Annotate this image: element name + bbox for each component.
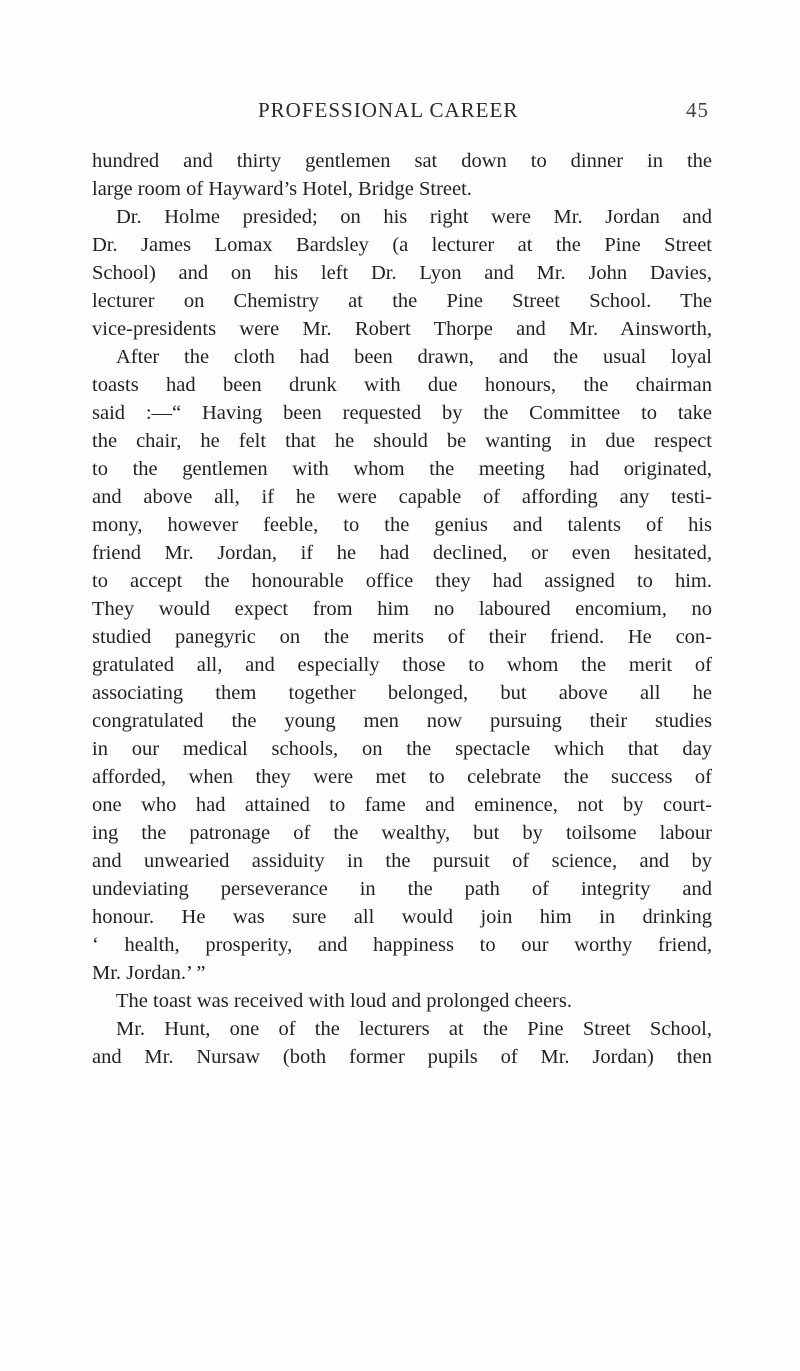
page-number: 45: [686, 98, 709, 122]
text-line: gratulated all, and especially those to whom the merit of: [92, 654, 712, 676]
text-line: hundred and thirty gentlemen sat down to dinner in the: [92, 150, 712, 172]
text-line: toasts had been drunk with due honours, the chairman: [92, 374, 712, 396]
body-text: [92, 147, 712, 1071]
text-line: the chair, he felt that he should be wanting in due respect: [92, 430, 712, 452]
text-line: They would expect from him no laboured encomium, no: [92, 598, 712, 620]
text-line: afforded, when they were met to celebrate the success of: [92, 766, 712, 788]
text-line: and unwearied assiduity in the pursuit of science, and by: [92, 850, 712, 872]
text-line: vice-presidents were Mr. Robert Thorpe and Mr. Ainsworth,: [92, 318, 712, 340]
text-line: Mr. Jordan.’ ”: [92, 962, 206, 984]
text-line: friend Mr. Jordan, if he had declined, or even hesitated,: [92, 542, 712, 564]
running-title: PROFESSIONAL CAREER: [258, 98, 519, 122]
text-line: in our medical schools, on the spectacle which that day: [92, 738, 712, 760]
text-line: undeviating perseverance in the path of integrity and: [92, 878, 712, 900]
text-line: mony, however feeble, to the genius and talents of his: [92, 514, 712, 536]
text-line: The toast was received with loud and prolonged cheers.: [116, 990, 572, 1012]
text-line: large room of Hayward’s Hotel, Bridge Street.: [92, 178, 472, 200]
text-line: studied panegyric on the merits of their friend. He con-: [92, 626, 712, 648]
text-line: said :—“ Having been requested by the Committee to take: [92, 402, 712, 424]
text-line: to accept the honourable office they had assigned to him.: [92, 570, 712, 592]
text-line: to the gentlemen with whom the meeting had originated,: [92, 458, 712, 480]
text-line: School) and on his left Dr. Lyon and Mr. John Davies,: [92, 262, 712, 284]
text-line: congratulated the young men now pursuing their studies: [92, 710, 712, 732]
text-line: and above all, if he were capable of affording any testi-: [92, 486, 712, 508]
text-line: Mr. Hunt, one of the lecturers at the Pine Street School,: [116, 1018, 712, 1040]
text-line: Dr. James Lomax Bardsley (a lecturer at the Pine Street: [92, 234, 712, 256]
text-line: ing the patronage of the wealthy, but by toilsome labour: [92, 822, 712, 844]
text-line: Dr. Holme presided; on his right were Mr. Jordan and: [116, 206, 712, 228]
text-line: associating them together belonged, but above all he: [92, 682, 712, 704]
running-head: [0, 98, 800, 128]
text-line: After the cloth had been drawn, and the usual loyal: [116, 346, 712, 368]
text-line: ‘ health, prosperity, and happiness to our worthy friend,: [92, 934, 712, 956]
text-line: lecturer on Chemistry at the Pine Street School. The: [92, 290, 712, 312]
text-line: honour. He was sure all would join him in drinking: [92, 906, 712, 928]
text-line: one who had attained to fame and eminence, not by court-: [92, 794, 712, 816]
text-line: and Mr. Nursaw (both former pupils of Mr. Jordan) then: [92, 1046, 712, 1068]
